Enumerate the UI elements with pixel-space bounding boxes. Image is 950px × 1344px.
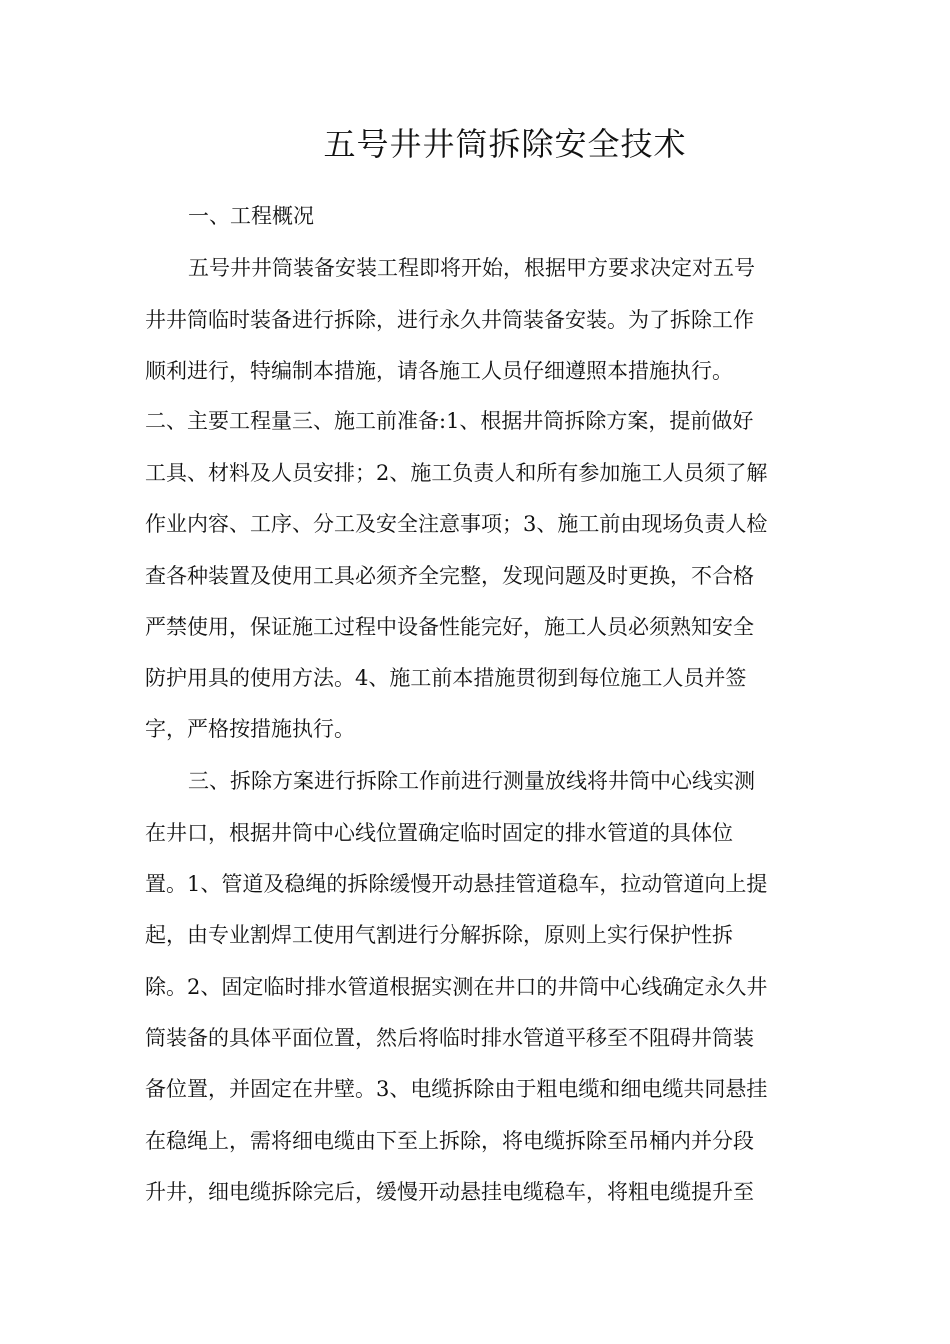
paragraph-line: 防护用具的使用方法。4、施工前本措施贯彻到每位施工人员并签 [145, 666, 747, 690]
paragraph-line: 查各种装置及使用工具必须齐全完整，发现问题及时更换，不合格 [145, 564, 754, 588]
paragraph-line: 作业内容、工序、分工及安全注意事项；3、施工前由现场负责人检 [145, 512, 768, 536]
section-heading-overview: 一、工程概况 [188, 204, 314, 228]
paragraph-line: 五号井井筒装备安装工程即将开始，根据甲方要求决定对五号 [188, 256, 755, 280]
paragraph-line: 起，由专业割焊工使用气割进行分解拆除，原则上实行保护性拆 [145, 923, 733, 947]
paragraph-line: 置。1、管道及稳绳的拆除缓慢开动悬挂管道稳车，拉动管道向上提 [145, 872, 768, 896]
paragraph-line: 备位置，并固定在井壁。3、电缆拆除由于粗电缆和细电缆共同悬挂 [145, 1077, 768, 1101]
paragraph-line: 三、拆除方案进行拆除工作前进行测量放线将井筒中心线实测 [188, 769, 755, 793]
paragraph-line: 筒装备的具体平面位置，然后将临时排水管道平移至不阻碍井筒装 [145, 1026, 754, 1050]
paragraph-line: 在井口，根据井筒中心线位置确定临时固定的排水管道的具体位 [145, 821, 733, 845]
paragraph-line: 顺利进行，特编制本措施，请各施工人员仔细遵照本措施执行。 [145, 359, 733, 383]
paragraph-line: 二、主要工程量三、施工前准备:1、根据井筒拆除方案，提前做好 [145, 409, 754, 433]
paragraph-line: 除。2、固定临时排水管道根据实测在井口的井筒中心线确定永久井 [145, 975, 768, 999]
paragraph-line: 升井，细电缆拆除完后，缓慢开动悬挂电缆稳车，将粗电缆提升至 [145, 1180, 754, 1204]
paragraph-line: 井井筒临时装备进行拆除，进行永久井筒装备安装。为了拆除工作 [145, 308, 754, 332]
paragraph-line: 工具、材料及人员安排；2、施工负责人和所有参加施工人员须了解 [145, 461, 768, 485]
document-title: 五号井井筒拆除安全技术 [323, 125, 687, 163]
paragraph-line: 严禁使用，保证施工过程中设备性能完好，施工人员必须熟知安全 [145, 615, 754, 639]
paragraph-line: 在稳绳上，需将细电缆由下至上拆除，将电缆拆除至吊桶内并分段 [145, 1129, 754, 1153]
paragraph-line: 字，严格按措施执行。 [145, 717, 355, 741]
